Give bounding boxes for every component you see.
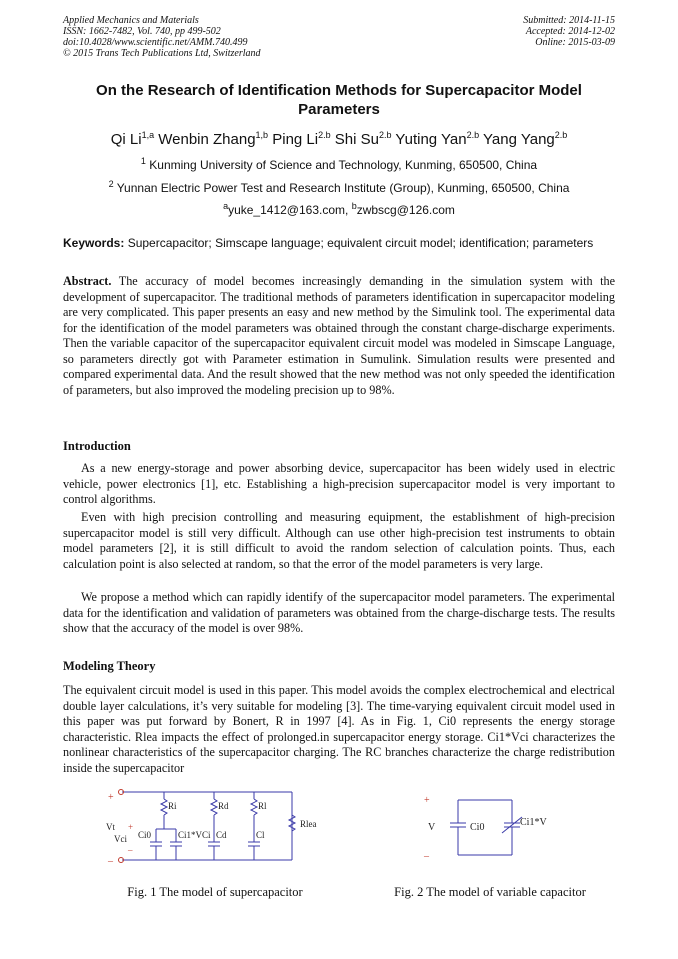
journal-name: Applied Mechanics and Materials <box>63 15 199 26</box>
resistor-rd <box>211 799 217 815</box>
journal-info <box>63 15 261 59</box>
intro-paragraph-3: We propose a method which can rapidly identify of the supercapacitor model parameters. The experimental data for the identification and validation of parameters was obtained from the charge-discharge tests. The results show that the accuracy of the model is over 98%. <box>63 590 615 635</box>
affiliation-2: $^2$ Yunnan Electric Power Test and Research Institute (Group), Kunming, 650500, China <box>108 179 570 195</box>
resistor-rl <box>251 799 257 815</box>
section-heading-modeling: Modeling Theory <box>63 659 156 673</box>
author: Wenbin Zhang$^{1,b}$ <box>158 130 269 148</box>
author: Shi $Su^{2.b}$ <box>334 130 392 148</box>
label-plus: + <box>424 795 430 806</box>
abstract-text: The accuracy of model becomes increasingly demanding in the simulation system with the development of supercapacitor. The traditional methods of parameters identification in supercapacitor modeling are very complicated. This paper presents an easy and new method by the Simulink tool. The experimental data for the identification of the model parameters was obtained through the constant charge-discharge experiments. Then the variable capacitor of the supercapacitor equivalent circuit model was modeled in Simscape Language, so parameters directly got with Parameter estimation in Sumulink. Simulation results were presented and compared experimental data. And the result showed that the new method was not only speeded the identification of parameters, but also improved the modeling precision up to 98%. <box>63 274 616 397</box>
intro-paragraph-1: As a new energy-storage and power absorbing device, supercapacitor has been widely used in electric vehicle, power electronics [1], etc. Establishing a high-precision supercapacitor model is very important to control algorithms. <box>63 461 615 506</box>
label-vci: Vci <box>114 834 127 844</box>
label-cd: Cd <box>216 830 227 840</box>
paper-title: On the Research of Identification Methods for Supercapacitor Model Parameters <box>96 82 582 118</box>
author-emails: $^a$yuke_1412@163.com, $^b$zwbscg@126.com <box>223 201 455 217</box>
label-minus: – <box>108 856 113 867</box>
label-ci0: Ci0 <box>138 830 152 840</box>
label-minus: – <box>424 851 429 862</box>
doi-line: doi:10.4028/www.scientific.net/AMM.740.499 <box>63 37 248 48</box>
label-plus: + <box>108 792 114 803</box>
label-rl: Rl <box>258 801 267 811</box>
figure-1-caption: Fig. 1 The model of supercapacitor <box>127 885 303 899</box>
author: Yuting Yan$^{2.b}$ <box>395 130 480 148</box>
figure-2-caption: Fig. 2 The model of variable capacitor <box>394 885 586 899</box>
email-link-b[interactable]: zwbscg@126.com <box>356 203 455 217</box>
email-link-a[interactable]: yuke_1412@163.com <box>228 203 346 217</box>
affiliation-1: $^1$ Kunming University of Science and Technology, Kunming, 650500, China <box>140 156 538 172</box>
figure-2-circuit <box>420 795 560 860</box>
resistor-ri <box>161 799 167 815</box>
author: Yang Yang$^{2.b}$ <box>483 130 568 148</box>
submitted-date: Submitted: 2014-11-15 <box>523 15 615 26</box>
label-vt: Vt <box>106 822 115 832</box>
keywords <box>63 236 615 251</box>
label-rlea: Rlea <box>300 819 317 829</box>
author: Qi Li$^{1,a}$ <box>110 130 155 148</box>
accepted-date: Accepted: 2014-12-02 <box>525 26 615 37</box>
keywords-text: Supercapacitor; Simscape language; equivalent circuit model; identification; parameters <box>127 236 594 250</box>
label-ci1v: Ci1*V <box>520 817 547 828</box>
label-v: V <box>428 822 436 833</box>
figure-1-circuit <box>100 787 330 867</box>
online-date: Online: 2015-03-09 <box>535 37 615 48</box>
abstract <box>63 274 615 398</box>
label-vci-minus: – <box>128 845 133 855</box>
label-ci1vci: Ci1*VCi <box>178 830 211 840</box>
dates-info <box>523 15 615 48</box>
issn-line: ISSN: 1662-7482, Vol. 740, pp 499-502 <box>63 26 221 37</box>
abstract-label: Abstract. <box>63 274 112 288</box>
keywords-label: Keywords: <box>63 236 125 250</box>
copyright-line: © 2015 Trans Tech Publications Ltd, Switzerland <box>63 48 261 59</box>
intro-paragraph-2: Even with high precision controlling and measuring equipment, the establishment of high-precision supercapacitor model is still very difficult. Although can use other high-precision test instruments to obtain model parameters [2], it is still difficult to avoid the random selection of calculation points. Thus, each calculation point is also selected at random, so that the error of the model parameters is very large. <box>63 510 615 571</box>
label-ci0: Ci0 <box>470 822 485 833</box>
label-ri: Ri <box>168 801 177 811</box>
author-list <box>63 130 615 148</box>
label-rd: Rd <box>218 801 229 811</box>
label-cl: Cl <box>256 830 265 840</box>
section-heading-introduction: Introduction <box>63 439 131 453</box>
label-vci-plus: + <box>128 822 134 832</box>
author: Ping $Li^{2.b}$ <box>272 130 331 148</box>
modeling-paragraph: The equivalent circuit model is used in this paper. This model avoids the complex electrochemical and electrical double layer calculations, it’s very suitable for modeling [3]. The time-varying equivalent circuit model used in this paper was put forward by Bonert, R in 1997 [4]. As in Fig. 1, Ci0 represents the energy storage characteristic. Rlea impacts the effect of prolonged.in supercapacitor energy storage. Ci1*Vci characterizes the nonlinear characteristics of the supercapacitor charging. The RC branches characterize the charge redistribution inside the supercapacitor <box>63 683 615 775</box>
